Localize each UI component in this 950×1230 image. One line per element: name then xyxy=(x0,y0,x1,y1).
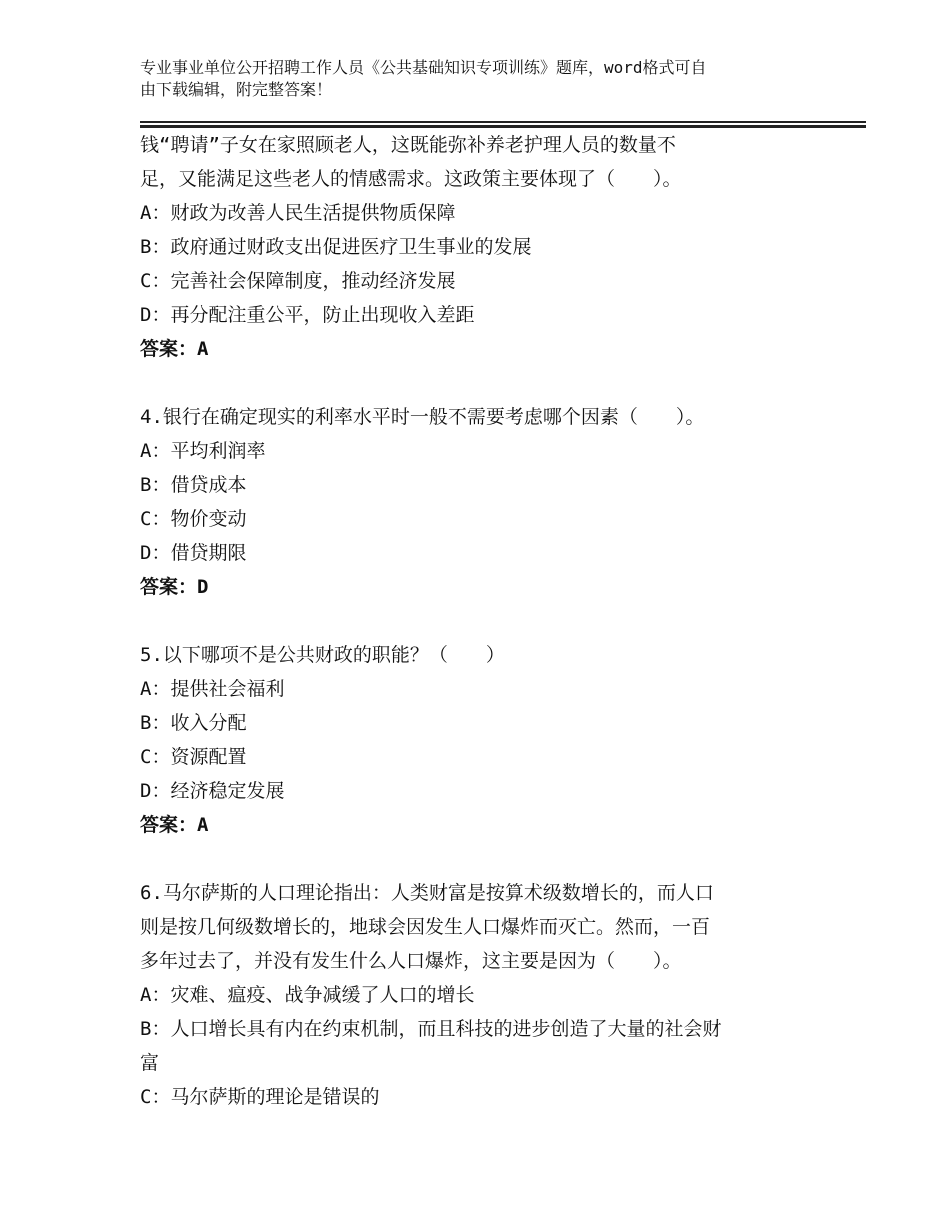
question-stem-line: 则是按几何级数增长的，地球会因发生人口爆炸而灭亡。然而，一百 xyxy=(140,916,711,938)
question-stem-line: 多年过去了，并没有发生什么人口爆炸，这主要是因为（ ）。 xyxy=(140,950,682,972)
question-stem-line: 钱“聘请”子女在家照顾老人，这既能弥补养老护理人员的数量不 xyxy=(140,134,676,156)
option-c: C：完善社会保障制度，推动经济发展 xyxy=(140,270,456,292)
question-stem-line: 4.银行在确定现实的利率水平时一般不需要考虑哪个因素（ ）。 xyxy=(140,406,705,428)
spacer xyxy=(140,604,820,638)
option-d: D：再分配注重公平，防止出现收入差距 xyxy=(140,304,475,326)
question-stem-line: 6.马尔萨斯的人口理论指出：人类财富是按算术级数增长的，而人口 xyxy=(140,882,714,904)
spacer xyxy=(140,842,820,876)
option-c: C：物价变动 xyxy=(140,508,247,530)
question-block-6 xyxy=(140,876,820,1114)
option-c: C：资源配置 xyxy=(140,746,247,768)
answer-line: 答案：A xyxy=(140,814,209,836)
document-header xyxy=(140,57,805,101)
option-b: B：收入分配 xyxy=(140,712,247,734)
option-b: B：政府通过财政支出促进医疗卫生事业的发展 xyxy=(140,236,532,258)
question-list xyxy=(140,128,820,1114)
answer-line: 答案：D xyxy=(140,576,209,598)
option-b-continued: 富 xyxy=(140,1052,160,1074)
question-stem-line: 足，又能满足这些老人的情感需求。这政策主要体现了（ ）。 xyxy=(140,168,682,190)
question-block-3 xyxy=(140,128,820,366)
option-d: D：经济稳定发展 xyxy=(140,780,285,802)
question-block-5 xyxy=(140,638,820,842)
option-a: A：灾难、瘟疫、战争减缓了人口的增长 xyxy=(140,984,475,1006)
option-a: A：平均利润率 xyxy=(140,440,266,462)
option-a: A：提供社会福利 xyxy=(140,678,285,700)
option-b: B：人口增长具有内在约束机制，而且科技的进步创造了大量的社会财 xyxy=(140,1018,722,1040)
spacer xyxy=(140,366,820,400)
question-block-4 xyxy=(140,400,820,604)
option-c: C：马尔萨斯的理论是错误的 xyxy=(140,1086,380,1108)
header-line-1: 专业事业单位公开招聘工作人员《公共基础知识专项训练》题库，word格式可自 xyxy=(140,58,707,77)
answer-line: 答案：A xyxy=(140,338,209,360)
header-line-2: 由下载编辑，附完整答案！ xyxy=(140,80,333,99)
header-rule-thin xyxy=(140,121,866,123)
option-b: B：借贷成本 xyxy=(140,474,247,496)
question-stem-line: 5.以下哪项不是公共财政的职能？（ ） xyxy=(140,644,505,666)
option-a: A：财政为改善人民生活提供物质保障 xyxy=(140,202,456,224)
option-d: D：借贷期限 xyxy=(140,542,247,564)
